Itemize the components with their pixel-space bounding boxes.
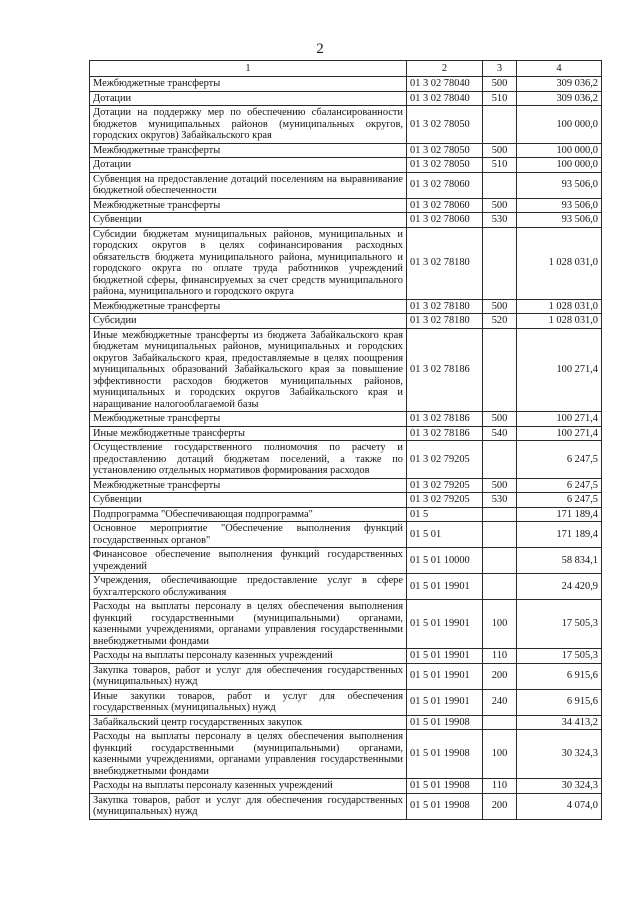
row-code: 01 3 02 78180 [407, 299, 483, 314]
row-name: Осуществление государственного полномочия по расчету и предоставлению дотаций бюджетам поселений, а также по установлению отдельных нормативов формирования расходов [90, 441, 407, 479]
row-name: Субсидии [90, 314, 407, 329]
table-row [90, 600, 602, 649]
row-expense-type: 520 [483, 314, 517, 329]
row-code: 01 5 [407, 507, 483, 522]
row-expense-type [483, 574, 517, 600]
row-name: Межбюджетные трансферты [90, 198, 407, 213]
row-expense-type: 530 [483, 213, 517, 228]
header-col-3: 3 [483, 61, 517, 77]
row-name: Межбюджетные трансферты [90, 412, 407, 427]
row-amount: 6 247,5 [517, 441, 602, 479]
row-code: 01 5 01 19908 [407, 779, 483, 794]
table-row [90, 478, 602, 493]
row-code: 01 5 01 19901 [407, 649, 483, 664]
row-code: 01 5 01 [407, 522, 483, 548]
row-name: Иные межбюджетные трансферты [90, 426, 407, 441]
row-name: Субсидии бюджетам муниципальных районов, муниципальных и городских округов в целях софинансирования расходных обязательств бюджета муниципального района, муниципального и городского округа по оплате труда работников учреждений бюджетной сферы, финансируемых за счет средств муниципального района, муниципального и городского округа [90, 227, 407, 299]
row-name: Межбюджетные трансферты [90, 299, 407, 314]
row-code: 01 5 01 19901 [407, 574, 483, 600]
row-amount: 6 247,5 [517, 493, 602, 508]
row-amount: 171 189,4 [517, 507, 602, 522]
row-code: 01 5 01 19901 [407, 663, 483, 689]
header-col-1: 1 [90, 61, 407, 77]
table-row [90, 793, 602, 819]
row-code: 01 3 02 79205 [407, 441, 483, 479]
header-col-4: 4 [517, 61, 602, 77]
row-expense-type: 540 [483, 426, 517, 441]
table-row [90, 143, 602, 158]
row-amount: 100 271,4 [517, 412, 602, 427]
row-expense-type [483, 328, 517, 412]
row-name: Субвенции [90, 213, 407, 228]
row-expense-type: 500 [483, 478, 517, 493]
row-expense-type: 110 [483, 779, 517, 794]
row-name: Дотации [90, 158, 407, 173]
table-row [90, 106, 602, 144]
row-name: Расходы на выплаты персоналу в целях обеспечения выполнения функций государственными (муниципальными) органами, казенными учреждениями, органами управления государственными внебюджетными фондами [90, 730, 407, 779]
table-row [90, 574, 602, 600]
row-amount: 171 189,4 [517, 522, 602, 548]
row-name: Субвенции [90, 493, 407, 508]
row-expense-type: 500 [483, 198, 517, 213]
row-expense-type: 500 [483, 143, 517, 158]
table-row [90, 715, 602, 730]
row-code: 01 5 01 19901 [407, 689, 483, 715]
row-amount: 4 074,0 [517, 793, 602, 819]
table-row [90, 663, 602, 689]
row-code: 01 5 01 19901 [407, 600, 483, 649]
row-amount: 93 506,0 [517, 172, 602, 198]
table-row [90, 779, 602, 794]
row-code: 01 3 02 78180 [407, 314, 483, 329]
row-code: 01 5 01 19908 [407, 793, 483, 819]
row-code: 01 3 02 78060 [407, 172, 483, 198]
row-name: Закупка товаров, работ и услуг для обеспечения государственных (муниципальных) нужд [90, 663, 407, 689]
row-expense-type [483, 507, 517, 522]
row-amount: 309 036,2 [517, 77, 602, 92]
row-name: Межбюджетные трансферты [90, 143, 407, 158]
row-amount: 100 000,0 [517, 143, 602, 158]
row-name: Иные закупки товаров, работ и услуг для обеспечения государственных (муниципальных) нужд [90, 689, 407, 715]
row-amount: 1 028 031,0 [517, 299, 602, 314]
row-name: Иные межбюджетные трансферты из бюджета Забайкальского края бюджетам муниципальных районов, муниципальных и городских округов Забайкальского края, предоставляемые в целях поощрения муниципальных образований Забайкальского края за повышение эффективности расходов бюджетов муниципальных районов, муниципальных и городских округов Забайкальского края и наращивание налогооблагаемой базы [90, 328, 407, 412]
table-row [90, 328, 602, 412]
table-row [90, 649, 602, 664]
table-header [90, 61, 602, 77]
row-amount: 17 505,3 [517, 649, 602, 664]
row-code: 01 3 02 78040 [407, 91, 483, 106]
row-expense-type: 200 [483, 793, 517, 819]
table-row [90, 77, 602, 92]
row-expense-type [483, 522, 517, 548]
row-amount: 6 915,6 [517, 663, 602, 689]
row-expense-type [483, 441, 517, 479]
row-expense-type: 110 [483, 649, 517, 664]
table-row [90, 213, 602, 228]
row-code: 01 3 02 79205 [407, 478, 483, 493]
row-amount: 100 271,4 [517, 426, 602, 441]
row-amount: 1 028 031,0 [517, 227, 602, 299]
row-code: 01 3 02 78060 [407, 198, 483, 213]
table-row [90, 198, 602, 213]
table-row [90, 548, 602, 574]
row-expense-type: 500 [483, 77, 517, 92]
row-amount: 100 000,0 [517, 106, 602, 144]
row-amount: 309 036,2 [517, 91, 602, 106]
table-row [90, 172, 602, 198]
row-amount: 24 420,9 [517, 574, 602, 600]
table-body [90, 77, 602, 820]
page-number: 2 [316, 41, 324, 57]
row-expense-type: 530 [483, 493, 517, 508]
row-name: Основное мероприятие "Обеспечение выполнения функций государственных органов" [90, 522, 407, 548]
row-code: 01 3 02 78050 [407, 143, 483, 158]
row-name: Забайкальский центр государственных закупок [90, 715, 407, 730]
table-row [90, 522, 602, 548]
table-row [90, 507, 602, 522]
row-code: 01 3 02 78060 [407, 213, 483, 228]
header-row [90, 61, 602, 77]
row-expense-type: 500 [483, 299, 517, 314]
row-code: 01 3 02 78186 [407, 412, 483, 427]
row-expense-type: 240 [483, 689, 517, 715]
row-expense-type [483, 548, 517, 574]
row-name: Закупка товаров, работ и услуг для обеспечения государственных (муниципальных) нужд [90, 793, 407, 819]
row-expense-type: 100 [483, 730, 517, 779]
budget-table [89, 60, 602, 820]
row-expense-type [483, 227, 517, 299]
row-expense-type [483, 106, 517, 144]
row-name: Расходы на выплаты персоналу казенных учреждений [90, 649, 407, 664]
header-col-2: 2 [407, 61, 483, 77]
row-amount: 6 247,5 [517, 478, 602, 493]
row-amount: 58 834,1 [517, 548, 602, 574]
row-amount: 1 028 031,0 [517, 314, 602, 329]
row-amount: 30 324,3 [517, 730, 602, 779]
table-row [90, 314, 602, 329]
table-row [90, 299, 602, 314]
row-amount: 100 271,4 [517, 328, 602, 412]
table-row [90, 412, 602, 427]
row-expense-type: 200 [483, 663, 517, 689]
row-name: Межбюджетные трансферты [90, 77, 407, 92]
row-amount: 30 324,3 [517, 779, 602, 794]
row-name: Субвенция на предоставление дотаций поселениям на выравнивание бюджетной обеспеченности [90, 172, 407, 198]
row-code: 01 3 02 78186 [407, 426, 483, 441]
table-row [90, 493, 602, 508]
row-amount: 6 915,6 [517, 689, 602, 715]
row-code: 01 3 02 78186 [407, 328, 483, 412]
row-expense-type: 510 [483, 158, 517, 173]
row-code: 01 5 01 10000 [407, 548, 483, 574]
table-row [90, 426, 602, 441]
row-name: Финансовое обеспечение выполнения функций государственных учреждений [90, 548, 407, 574]
table-row [90, 158, 602, 173]
row-expense-type: 510 [483, 91, 517, 106]
row-amount: 100 000,0 [517, 158, 602, 173]
table-row [90, 689, 602, 715]
row-name: Дотации на поддержку мер по обеспечению сбалансированности бюджетов муниципальных районов (муниципальных округов, городских округов) Забайкальского края [90, 106, 407, 144]
row-amount: 93 506,0 [517, 198, 602, 213]
row-amount: 34 413,2 [517, 715, 602, 730]
row-code: 01 3 02 78180 [407, 227, 483, 299]
row-name: Расходы на выплаты персоналу казенных учреждений [90, 779, 407, 794]
row-name: Межбюджетные трансферты [90, 478, 407, 493]
row-code: 01 3 02 78050 [407, 106, 483, 144]
row-amount: 93 506,0 [517, 213, 602, 228]
row-amount: 17 505,3 [517, 600, 602, 649]
row-code: 01 3 02 78040 [407, 77, 483, 92]
row-expense-type: 500 [483, 412, 517, 427]
table-row [90, 91, 602, 106]
row-code: 01 5 01 19908 [407, 715, 483, 730]
row-code: 01 3 02 78050 [407, 158, 483, 173]
table-row [90, 227, 602, 299]
row-name: Расходы на выплаты персоналу в целях обеспечения выполнения функций государственными (муниципальными) органами, казенными учреждениями, органами управления государственными внебюджетными фондами [90, 600, 407, 649]
table-row [90, 441, 602, 479]
row-code: 01 5 01 19908 [407, 730, 483, 779]
row-name: Подпрограмма "Обеспечивающая подпрограмма" [90, 507, 407, 522]
row-name: Дотации [90, 91, 407, 106]
row-name: Учреждения, обеспечивающие предоставление услуг в сфере бухгалтерского обслуживания [90, 574, 407, 600]
row-code: 01 3 02 79205 [407, 493, 483, 508]
row-expense-type [483, 172, 517, 198]
row-expense-type [483, 715, 517, 730]
row-expense-type: 100 [483, 600, 517, 649]
table-row [90, 730, 602, 779]
